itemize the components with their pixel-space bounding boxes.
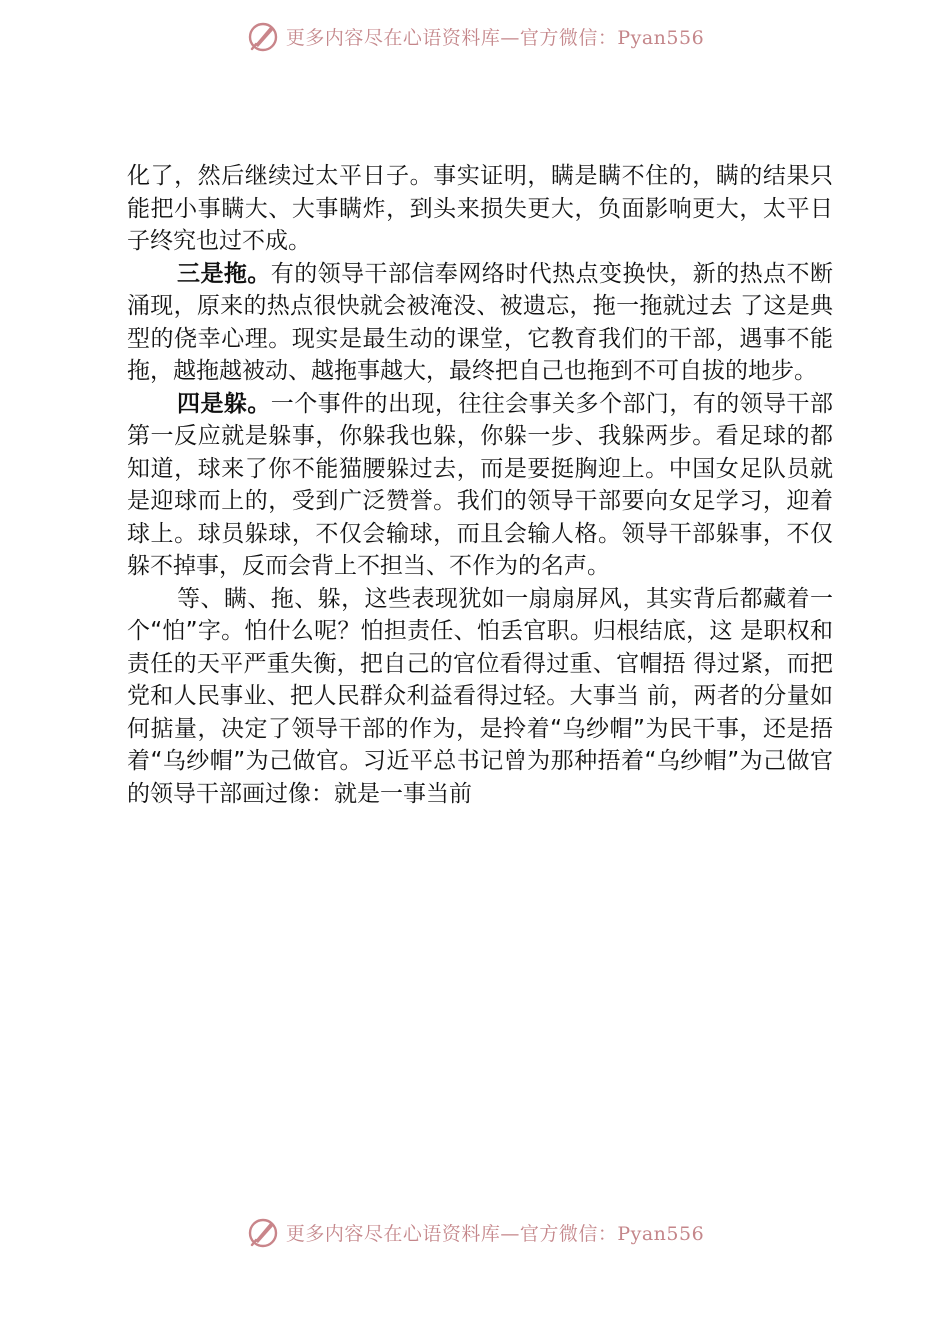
- paragraph-lead: 四是躲。: [177, 390, 271, 417]
- paragraph-text: 一个事件的出现，往往会事关多个部门，有的领导干部第一反应就是躲事，你躲我也躲，你躲一步、我躲两步。看足球的都知道，球来了你不能猫腰躲过去，而是要挺胸迎上。中国女足队员就是迎球而上的，受到广泛赞誉。我们的领导干部要向女足学习，迎着球上。球员躲球，不仅会输球，而且会输人格。领导干部躲事，不仅躲不掉事，反而会背上不担当、不作为的名声。: [127, 390, 834, 579]
- pen-circle-logo-icon: [246, 1215, 280, 1249]
- paragraph-1: [127, 160, 833, 258]
- paragraph-2: [127, 258, 833, 388]
- paragraph-text: 等、瞒、拖、躲，这些表现犹如一扇扇屏风，其实背后都藏着一个“怕”字。怕什么呢？怕担责任、怕丢官职。归根结底，这 是职权和责任的天平严重失衡，把自己的官位看得过重、官帽捂 得过紧，而把党和人民事业、把人民群众利益看得过轻。大事当 前，两者的分量如何掂量，决定了领导干部的作为，是拎着“乌纱帽”为民干事，还是捂着“乌纱帽”为己做官。习近平总书记曾为那种捂着“乌纱帽”为己做官的领导干部画过像：就是一事当前: [127, 585, 833, 807]
- watermark-text: 更多内容尽在心语资料库—官方微信：Pyan556: [285, 26, 705, 49]
- paragraph-3: [127, 388, 833, 583]
- watermark-text: 更多内容尽在心语资料库—官方微信：Pyan556: [285, 1222, 705, 1245]
- paragraph-4: [127, 583, 833, 811]
- paragraph-lead: 三是拖。: [177, 260, 271, 287]
- paragraph-text: 有的领导干部信奉网络时代热点变换快，新的热点不断涌现，原来的热点很快就会被淹没、被遗忘，拖一拖就过去 了这是典型的侥幸心理。现实是最生动的课堂，它教育我们的干部，遇事不能拖，越拖越被动、越拖事越大，最终把自己也拖到不可自拔的地步。: [127, 260, 834, 384]
- footer-watermark: [0, 1212, 950, 1252]
- paragraph-text: 化了，然后继续过太平日子。事实证明，瞒是瞒不住的，瞒的结果只能把小事瞒大、大事瞒炸，到头来损失更大，负面影响更大，太平日子终究也过不成。: [127, 163, 833, 254]
- document-body: [127, 160, 833, 810]
- header-watermark: [0, 16, 950, 56]
- pen-circle-logo-icon: [246, 19, 280, 53]
